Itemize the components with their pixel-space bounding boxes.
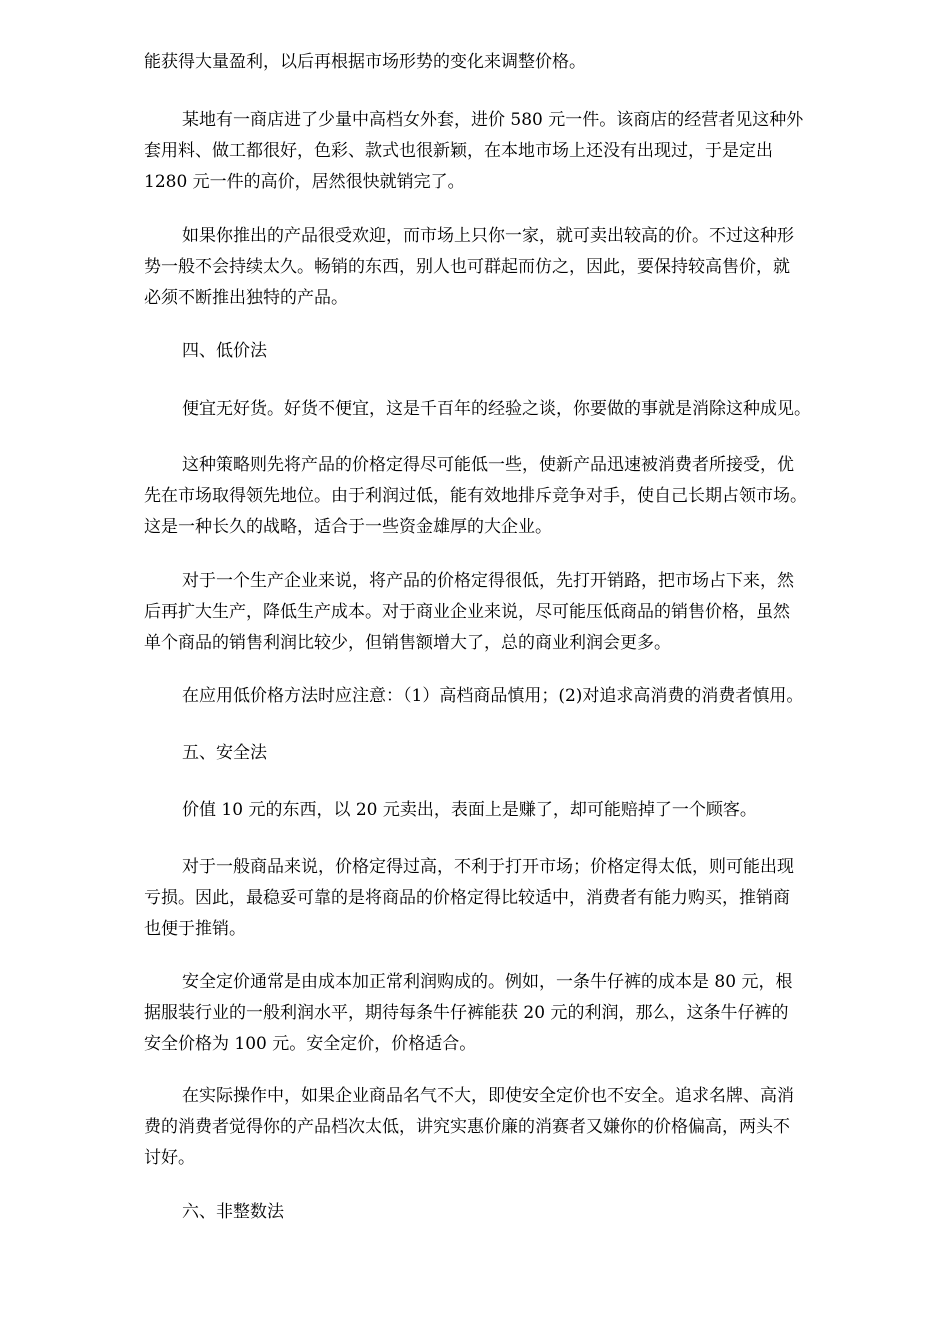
text-line: 安全定价通常是由成本加正常利润购成的。例如，一条牛仔裤的成本是 80 元，根 [182,972,793,992]
text-line: 能获得大量盈利，以后再根据市场形势的变化来调整价格。 [144,52,586,72]
text-line: 势一般不会持续太久。畅销的东西，别人也可群起而仿之，因此，要保持较高售价，就 [144,257,790,277]
text-line: 后再扩大生产，降低生产成本。对于商业企业来说，尽可能压低商品的销售价格，虽然 [144,602,790,622]
paragraph-jeans-example [144,967,884,1060]
paragraph-production [144,566,884,659]
paragraph-continuation [144,47,884,78]
section-heading: 五、安全法 [182,743,267,763]
text-line: 在实际操作中，如果企业商品名气不大，即使安全定价也不安全。追求名牌、高消 [182,1086,794,1106]
text-line: 对于一般商品来说，价格定得过高，不利于打开市场；价格定得太低，则可能出现 [182,857,794,877]
section-heading-safe [144,738,884,769]
paragraph-strategy [144,450,884,543]
paragraph-caution [144,681,884,712]
paragraph-popular-product [144,221,884,314]
text-line: 单个商品的销售利润比较少，但销售额增大了，总的商业利润会更多。 [144,633,671,653]
text-line: 套用料、做工都很好，色彩、款式也很新颖，在本地市场上还没有出现过，于是定出 [144,141,773,161]
text-line: 这是一种长久的战略，适合于一些资金雄厚的大企业。 [144,517,552,537]
paragraph-practice [144,1081,884,1174]
text-line: 某地有一商店进了少量中高档女外套，进价 580 元一件。该商店的经营者见这种外 [182,110,804,130]
text-line: 在应用低价格方法时应注意：（1）高档商品慎用；(2)对追求高消费的消费者慎用。 [182,686,804,706]
text-line: 也便于推销。 [144,919,246,939]
text-line: 讨好。 [144,1148,195,1168]
section-heading-low-price [144,336,884,367]
text-line: 1280 元一件的高价，居然很快就销完了。 [144,172,465,192]
paragraph-coat-example [144,105,884,198]
text-line: 对于一个生产企业来说，将产品的价格定得很低，先打开销路，把市场占下来，然 [182,571,794,591]
text-line: 费的消费者觉得你的产品档次太低，讲究实惠价廉的消赛者又嫌你的价格偏高，两头不 [144,1117,790,1137]
text-line: 这种策略则先将产品的价格定得尽可能低一些，使新产品迅速被消费者所接受，优 [182,455,794,475]
paragraph-cheap-goods [144,394,884,425]
section-heading-non-integer [144,1197,884,1228]
text-line: 如果你推出的产品很受欢迎，而市场上只你一家，就可卖出较高的价。不过这种形 [182,226,794,246]
text-line: 亏损。因此，最稳妥可靠的是将商品的价格定得比较适中，消费者有能力购买，推销商 [144,888,790,908]
section-heading: 六、非整数法 [182,1202,284,1222]
text-line: 安全价格为 100 元。安全定价，价格适合。 [144,1034,477,1054]
text-line: 便宜无好货。好货不便宜，这是千百年的经验之谈，你要做的事就是消除这种成见。 [182,399,811,419]
paragraph-general-goods [144,852,884,945]
text-line: 先在市场取得领先地位。由于利润过低，能有效地排斥竞争对手，使自己长期占领市场。 [144,486,807,506]
paragraph-value [144,795,884,826]
text-line: 价值 10 元的东西，以 20 元卖出，表面上是赚了，却可能赔掉了一个顾客。 [182,800,757,820]
text-line: 必须不断推出独特的产品。 [144,288,348,308]
section-heading: 四、低价法 [182,341,267,361]
text-line: 据服装行业的一般利润水平，期待每条牛仔裤能获 20 元的利润，那么，这条牛仔裤的 [144,1003,789,1023]
